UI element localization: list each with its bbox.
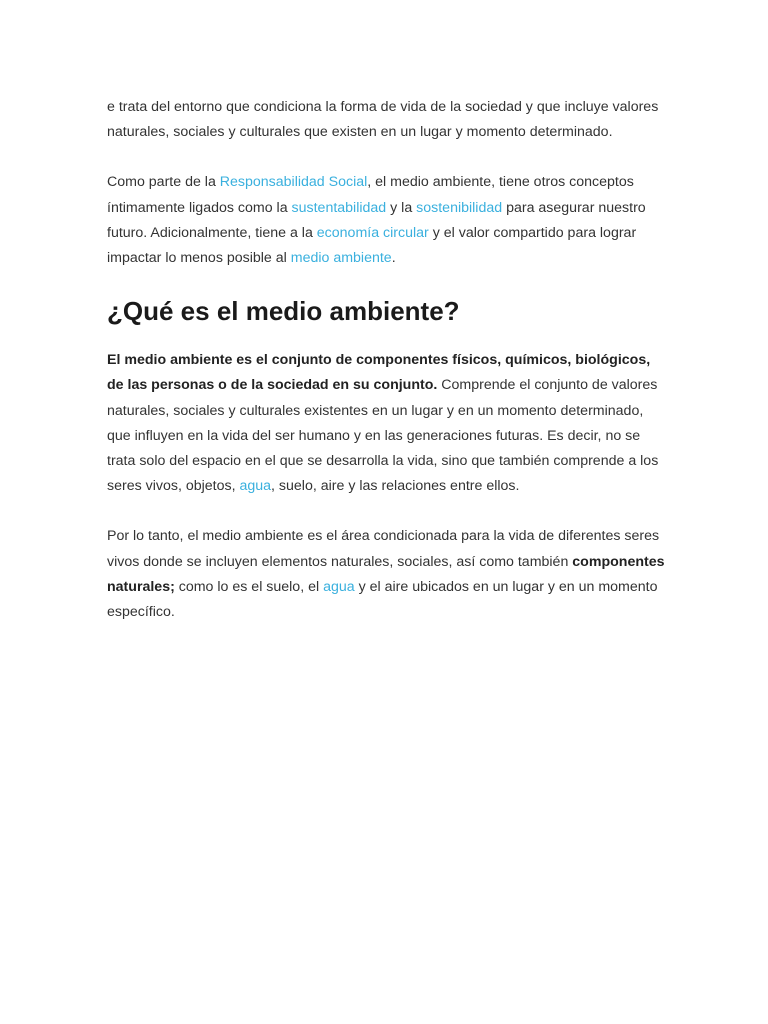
- conclusion-bold-text: componentes naturales;: [107, 553, 665, 595]
- definition-bold-text: El medio ambiente es el conjunto de componentes físicos, químicos, biológicos, de las personas o de la sociedad en su conjunto.: [107, 352, 651, 394]
- intro-text: e trata del entorno que condiciona la forma de vida de la sociedad y que incluye valores naturales, sociales y culturales que existen en un lugar y momento determinado.: [107, 99, 659, 141]
- link-sostenibilidad[interactable]: sostenibilidad: [416, 199, 503, 216]
- intro-paragraph: [107, 95, 665, 145]
- article-body: [107, 95, 665, 625]
- paragraph-text: Comprende el conjunto de valores naturales, sociales y culturales existentes en un lugar y en un momento determinado, que influyen en la vida del ser humano y en las generaciones futuras. Es decir, no se trata solo del espacio en el que se desarrolla la vida, sino que también comprende a los seres vivos, objetos,: [107, 377, 659, 495]
- paragraph-text: como lo es el suelo, el: [174, 578, 324, 595]
- paragraph-text: y el aire ubicados en un lugar y en un momento específico.: [107, 578, 658, 621]
- section-heading: ¿Qué es el medio ambiente?: [107, 296, 460, 327]
- link-agua[interactable]: agua: [239, 478, 272, 495]
- paragraph-text: para asegurar nuestro futuro. Adicionalmente, tiene a la: [107, 199, 646, 241]
- conclusion-paragraph: [107, 524, 665, 625]
- paragraph-text: y el valor compartido para lograr impactar lo menos posible al: [107, 224, 637, 267]
- link-economia-circular[interactable]: economía circular: [316, 224, 429, 241]
- paragraph-text: , el medio ambiente, tiene otros conceptos íntimamente ligados como la: [107, 174, 634, 216]
- link-agua-2[interactable]: agua: [323, 578, 355, 595]
- paragraph-text: Por lo tanto, el medio ambiente es el área condicionada para la vida de diferentes seres vivos donde se incluyen elementos naturales, sociales, así como también: [107, 528, 660, 570]
- paragraph-text: , suelo, aire y las relaciones entre ellos.: [271, 478, 520, 495]
- link-medio-ambiente[interactable]: medio ambiente: [290, 250, 392, 267]
- paragraph-text: Como parte de la: [107, 174, 220, 191]
- link-responsabilidad-social[interactable]: Responsabilidad Social: [219, 174, 368, 191]
- link-sustentabilidad[interactable]: sustentabilidad: [291, 199, 387, 216]
- definition-paragraph: [107, 348, 665, 499]
- paragraph-text: .: [391, 250, 396, 267]
- responsibility-paragraph: [107, 170, 665, 271]
- paragraph-text: y la: [386, 199, 417, 216]
